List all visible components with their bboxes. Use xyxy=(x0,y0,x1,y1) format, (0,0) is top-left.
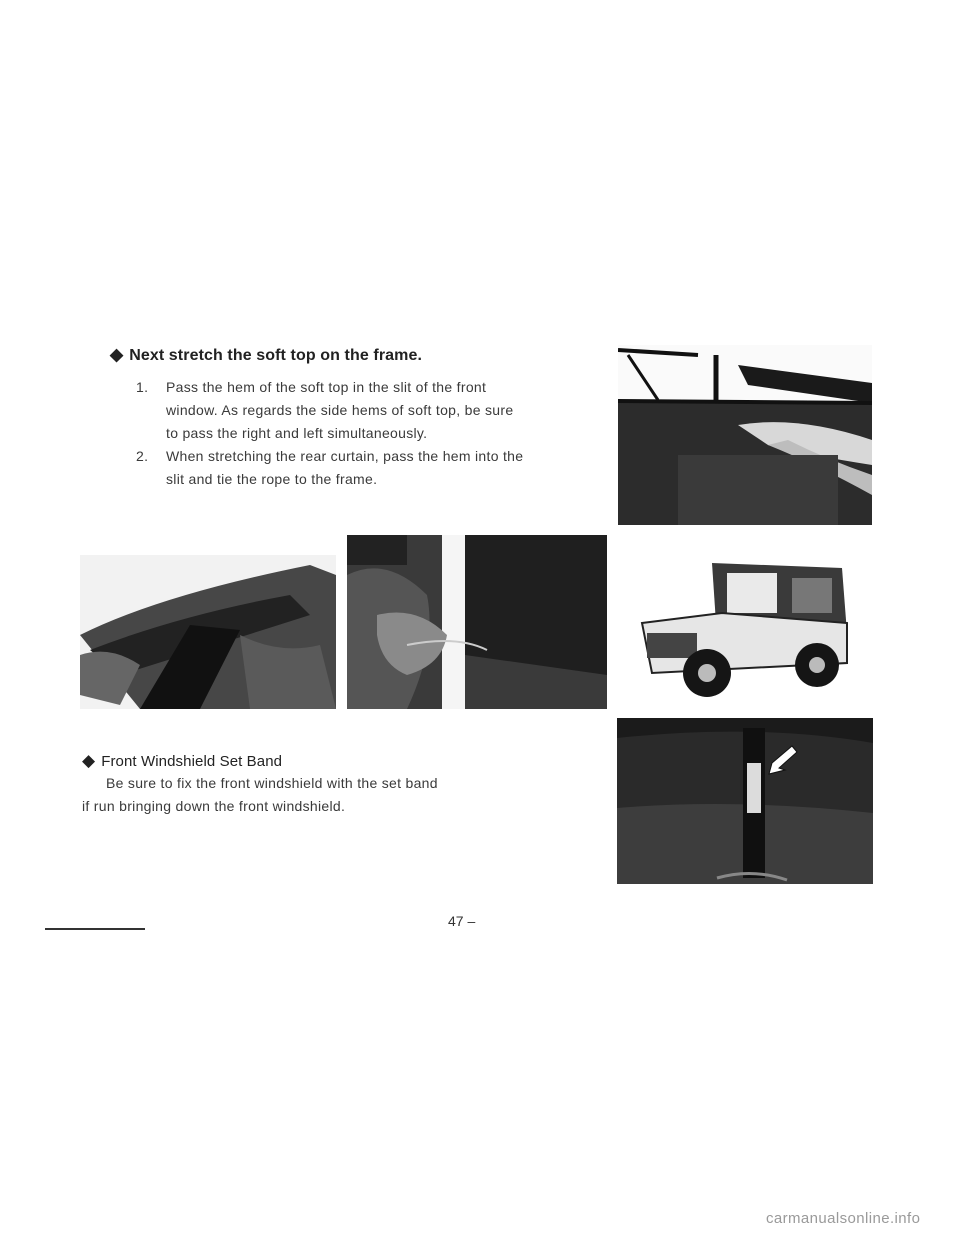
diamond-bullet-icon: ◆ xyxy=(110,345,124,364)
step-2-line-2: slit and tie the rope to the frame. xyxy=(166,471,378,487)
photo-windshield-set-band xyxy=(617,718,873,884)
step-1-line-2: window. As regards the side hems of soft top, be sure xyxy=(166,402,514,418)
step-1-line-3: to pass the right and left simultaneously. xyxy=(166,425,428,441)
step-1-line-1: Pass the hem of the soft top in the slit of the front xyxy=(166,379,487,395)
photo-soft-top-front-window xyxy=(618,345,872,525)
heading-text: Next stretch the soft top on the frame. xyxy=(129,347,423,364)
heading-text: Front Windshield Set Band xyxy=(101,753,283,770)
step-2-line-1: When stretching the rear curtain, pass the hem into the xyxy=(166,448,524,464)
scan-mark-divider xyxy=(45,928,145,930)
windshield-band-line-1: Be sure to fix the front windshield with the set band xyxy=(106,775,438,791)
section-heading-soft-top xyxy=(110,345,422,365)
step-1-number: 1. xyxy=(136,379,149,395)
page-number: 47 – xyxy=(448,913,476,929)
diamond-bullet-icon: ◆ xyxy=(82,751,96,770)
windshield-band-line-2: if run bringing down the front windshield. xyxy=(82,798,346,814)
photo-vehicle-soft-top xyxy=(632,553,854,703)
photo-tying-rope xyxy=(347,535,607,709)
step-2-number: 2. xyxy=(136,448,149,464)
photo-stretching-top-left xyxy=(80,555,336,709)
section-heading-windshield-band xyxy=(82,751,282,771)
watermark-text: carmanualsonline.info xyxy=(766,1210,921,1227)
